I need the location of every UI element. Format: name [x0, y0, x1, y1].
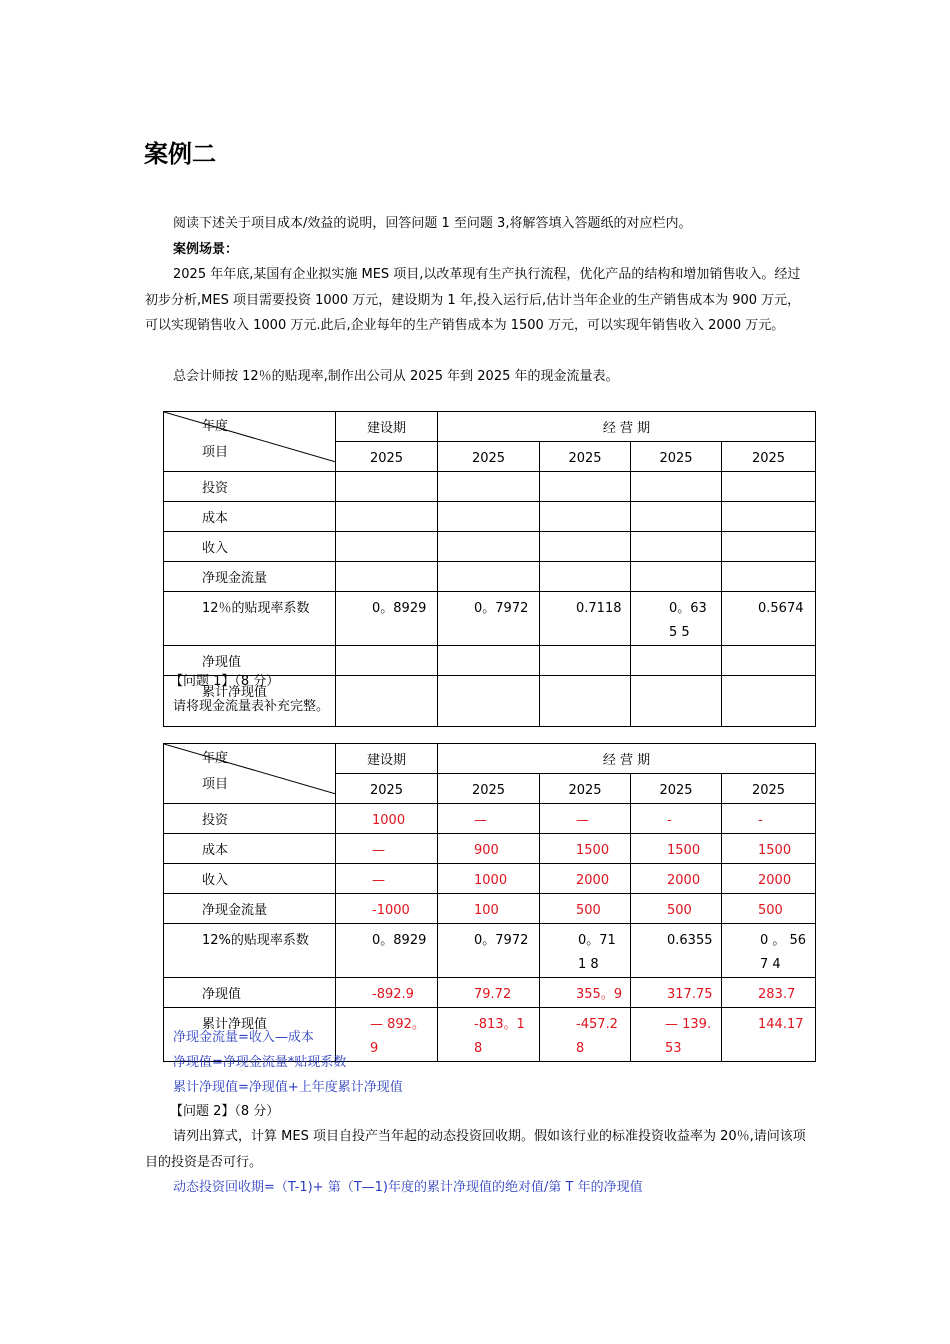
build-period-header: 建设期	[336, 412, 438, 442]
table-row	[164, 502, 816, 532]
table-cell: 0。635 5	[631, 592, 722, 646]
table-row	[164, 532, 816, 562]
table-cell	[540, 502, 631, 532]
table-cell	[540, 532, 631, 562]
row-label: 成本	[164, 502, 336, 532]
row-label: 收入	[164, 532, 336, 562]
table-cell: -813。18	[438, 1008, 540, 1062]
table-cell: 0。7972	[438, 924, 540, 978]
row-label: 累计净现值	[164, 676, 336, 727]
table-cell: -	[631, 804, 722, 834]
year-cell: 2025	[540, 442, 631, 472]
row-label: 净现值	[164, 646, 336, 676]
year-cell: 2025	[336, 774, 438, 804]
table-cell: 500	[631, 894, 722, 924]
table-row	[164, 472, 816, 502]
table-cell: 2000	[540, 864, 631, 894]
row-label: 收入	[164, 864, 336, 894]
table-cell: 0.7118	[540, 592, 631, 646]
year-cell: 2025	[631, 774, 722, 804]
q2-title: 【问题 2】（8 分）	[170, 1104, 280, 1119]
row-label: 投资	[164, 804, 336, 834]
build-period-header: 建设期	[336, 744, 438, 774]
table-row	[164, 804, 816, 834]
q1-title: 【问题 1】（8 分）	[170, 674, 280, 689]
table-row	[164, 978, 816, 1008]
table-cell: —	[336, 864, 438, 894]
table-cell	[631, 472, 722, 502]
table-cell: 1500	[722, 834, 816, 864]
row-label: 净现金流量	[164, 562, 336, 592]
table-cell: 2000	[722, 864, 816, 894]
year-cell: 2025	[336, 442, 438, 472]
formula-cumulative-npv: 累计净现值=净现值+上年度累计净现值	[173, 1080, 403, 1095]
item-header: 项目	[202, 777, 229, 792]
table-cell: 283.7	[722, 978, 816, 1008]
table-row	[164, 592, 816, 646]
table-cell	[631, 562, 722, 592]
formula-net-cash-flow: 净现金流量=收入—成本	[173, 1030, 314, 1045]
table-cell: — 892。9	[336, 1008, 438, 1062]
table-cell: 1500	[540, 834, 631, 864]
header-diagonal-cell	[164, 412, 336, 472]
table-cell: 144.17	[722, 1008, 816, 1062]
row-label: 12％的贴现率系数	[164, 592, 336, 646]
table-row	[164, 562, 816, 592]
table-cell	[722, 532, 816, 562]
row-label: 净现金流量	[164, 894, 336, 924]
scene-paragraph: 2025 年年底,某国有企业拟实施 MES 项目,以改革现有生产执行流程，优化产品的结构和增加销售收入。经过初步分析,MES 项目需要投资 1000 万元，建设期为 1 年,投入运行后,估计当年企业的生产销售成本为 900 万元，可以实现销售收入 1000 万元.此后,企业每年的生产销售成本为 1500 万元，可以实现年销售收入 2000 万元。	[145, 267, 801, 333]
table-cell: 0。711 8	[540, 924, 631, 978]
table-cell	[336, 562, 438, 592]
accountant-paragraph: 总会计师按 12％的贴现率,制作出公司从 2025 年到 2025 年的现金流量表。	[173, 369, 619, 384]
year-cell: 2025	[631, 442, 722, 472]
cash-flow-table-answers	[163, 743, 816, 1062]
table-cell: 0。7972	[438, 592, 540, 646]
table-cell: 1000	[438, 864, 540, 894]
header-diagonal-cell	[164, 744, 336, 804]
table-cell: 317.75	[631, 978, 722, 1008]
year-header: 年度	[202, 419, 229, 434]
formula-net-present-value: 净现值=净现金流量*贴现系数	[173, 1055, 347, 1070]
table-cell: 500	[722, 894, 816, 924]
table-cell: -892.9	[336, 978, 438, 1008]
table-cell: 0。8929	[336, 924, 438, 978]
row-label: 累计净现值	[164, 1008, 336, 1062]
table-cell	[722, 502, 816, 532]
table-cell	[438, 562, 540, 592]
operate-period-header: 经 营 期	[438, 412, 816, 442]
table-cell	[438, 472, 540, 502]
scene-label: 案例场景：	[173, 242, 239, 257]
row-label: 成本	[164, 834, 336, 864]
row-label: 投资	[164, 472, 336, 502]
table-cell	[540, 472, 631, 502]
year-cell: 2025	[438, 774, 540, 804]
year-header: 年度	[202, 751, 229, 766]
table-row	[164, 834, 816, 864]
row-label: 12%的贴现率系数	[164, 924, 336, 978]
table-cell: -457.28	[540, 1008, 631, 1062]
table-cell: 100	[438, 894, 540, 924]
table-cell: 500	[540, 894, 631, 924]
table-cell: 900	[438, 834, 540, 864]
year-cell: 2025	[540, 774, 631, 804]
table-cell: -1000	[336, 894, 438, 924]
table-row	[164, 894, 816, 924]
q2-formula: 动态投资回收期=（T-1)+ 第（T—1)年度的累计净现值的绝对值/第 T 年的净现值	[173, 1180, 643, 1195]
table-cell	[336, 532, 438, 562]
table-cell: —	[438, 804, 540, 834]
table-cell	[631, 532, 722, 562]
table-cell	[438, 532, 540, 562]
table-cell	[722, 562, 816, 592]
table-cell: 0.5674	[722, 592, 816, 646]
table-row	[164, 924, 816, 978]
diagonal-line	[164, 412, 336, 464]
operate-period-header: 经 营 期	[438, 744, 816, 774]
table-row	[164, 864, 816, 894]
table-cell: — 139.53	[631, 1008, 722, 1062]
table-cell	[540, 562, 631, 592]
year-cell: 2025	[438, 442, 540, 472]
table-cell: —	[336, 834, 438, 864]
page-title: 案例二	[144, 140, 216, 168]
row-label: 净现值	[164, 978, 336, 1008]
table-cell: 2000	[631, 864, 722, 894]
table-cell	[438, 502, 540, 532]
q1-text: 请将现金流量表补充完整。	[173, 699, 330, 714]
table-cell: 0 。 567 4	[722, 924, 816, 978]
table-cell	[631, 502, 722, 532]
table-cell	[336, 472, 438, 502]
table-cell: 0。8929	[336, 592, 438, 646]
item-header: 项目	[202, 445, 229, 460]
q2-text: 请列出算式，计算 MES 项目自投产当年起的动态投资回收期。假如该行业的标准投资收益率为 20％,请问该项目的投资是否可行。	[145, 1129, 806, 1170]
table-cell: 1000	[336, 804, 438, 834]
table-cell	[722, 472, 816, 502]
year-cell: 2025	[722, 774, 816, 804]
table-cell	[336, 502, 438, 532]
table-cell: 355。9	[540, 978, 631, 1008]
table-cell: —	[540, 804, 631, 834]
year-cell: 2025	[722, 442, 816, 472]
table-cell: 1500	[631, 834, 722, 864]
diagonal-line	[164, 744, 336, 796]
table-cell: 79.72	[438, 978, 540, 1008]
table-cell: 0.6355	[631, 924, 722, 978]
intro-paragraph: 阅读下述关于项目成本/效益的说明，回答问题 1 至问题 3,将解答填入答题纸的对应栏内。	[173, 216, 692, 231]
table-cell: -	[722, 804, 816, 834]
